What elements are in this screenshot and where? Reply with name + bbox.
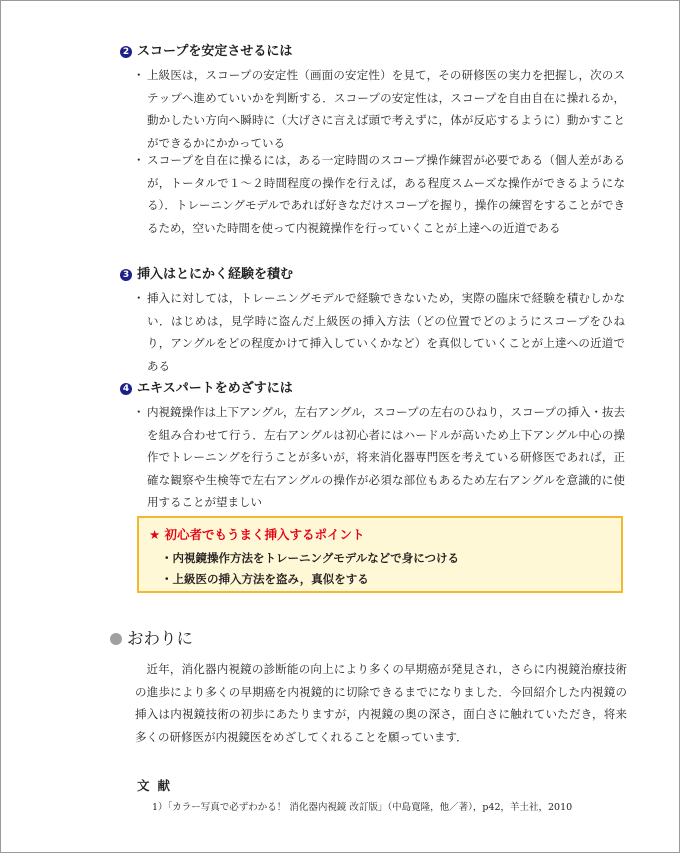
section-heading	[120, 43, 292, 61]
tips-box-title: ★ 初心者でもうまく挿入するポイント	[149, 527, 365, 542]
tips-box	[137, 516, 623, 593]
conclusion-paragraph: 近年，消化器内視鏡の診断能の向上により多くの早期癌が発見され，さらに内視鏡治療技術の進歩により多くの早期癌を内視鏡的に切除できるまでになりました．今回紹介した内視鏡の挿入は内視鏡技術の初歩にあたりますが，内視鏡の奥の深さ，面白さに触れていただき，将来多くの研修医が内視鏡医をめざしてくれることを願っています．	[135, 662, 627, 744]
conclusion-title: おわりに	[127, 629, 193, 648]
section-number-badge: 2	[120, 46, 132, 58]
conclusion-heading	[110, 628, 193, 650]
reference-item: 1）「カラー写真で必ずわかる！ 消化器内視鏡 改訂版」（中島寛隆，他／著），p42，羊土社，2010	[152, 802, 573, 813]
tips-box-item: ・ 内視鏡操作方法をトレーニングモデルなどで身につける	[161, 550, 459, 566]
bullet-paragraph: ・ 上級医は，スコープの安定性（画面の安定性）を見て，その研修医の実力を把握し，次のステップへ進めていいかを判断する．スコープの安定性は，スコープを自由自在に操れるか，動かしたい方向へ瞬時に（大げさに言えば頭で考えずに，体が反応するように）動かすことができるかにかかっている	[135, 64, 625, 154]
section-title: エキスパートをめざすには	[137, 381, 293, 396]
section-number-badge: 4	[120, 383, 132, 395]
bullet-paragraph: ・ 挿入に対しては，トレーニングモデルで経験できないため，実際の臨床で経験を積むしかない．はじめは，見学時に盗んだ上級医の挿入方法（どの位置でどのようにスコープをひねり，アングルをどの程度かけて挿入していくかなど）を真似していくことが上達への近道である	[135, 287, 625, 377]
references-heading: 文献	[137, 778, 179, 793]
bullet-dot-icon	[110, 633, 122, 645]
bullet-paragraph: ・ 内視鏡操作は上下アングル，左右アングル，スコープの左右のひねり，スコープの挿入・抜去を組み合わせて行う．左右アングルは初心者にはハードルが高いため上下アングル中心の操作でトレーニングを行うことが多いが，将来消化器専門医を考えている研修医であれば，正確な観察や生検等で左右アングルの操作が必須な部位もあるため左右アングルを意識的に使用することが望ましい	[135, 401, 625, 514]
bullet-paragraph: ・ スコープを自在に操るには，ある一定時間のスコープ操作練習が必要である（個人差があるが，トータルで１〜２時間程度の操作を行えば，ある程度スムーズな操作ができるようになる）．トレーニングモデルであれば好きなだけスコープを握り，操作の練習をすることができるため，空いた時間を使って内視鏡操作を行っていくことが上達への近道である	[135, 149, 625, 239]
section-heading	[120, 266, 293, 284]
section-heading	[120, 380, 293, 398]
section-number-badge: 3	[120, 269, 132, 281]
section-title: スコープを安定させるには	[137, 44, 293, 59]
tips-box-item: ・ 上級医の挿入方法を盗み，真似をする	[161, 571, 369, 587]
section-title: 挿入はとにかく経験を積む	[137, 267, 294, 282]
